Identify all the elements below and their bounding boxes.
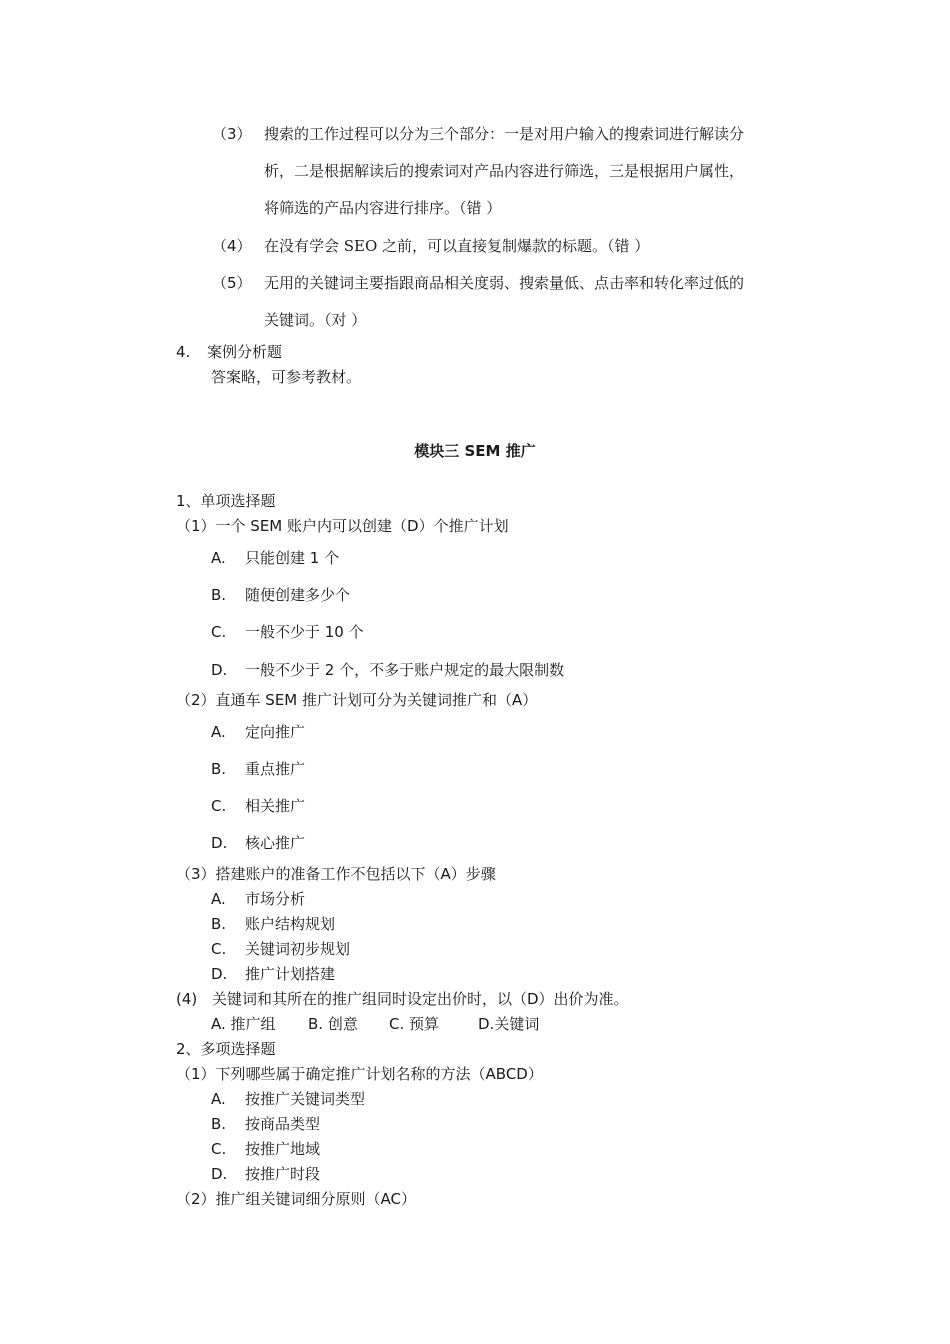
single-q1-option-letter: B. xyxy=(211,586,227,604)
single-q2-option-letter: A. xyxy=(211,723,226,741)
single-q1-option-text: 只能创建 1 个 xyxy=(245,549,340,567)
single-q4-number: (4) xyxy=(176,990,198,1008)
single-q3-option-text: 账户结构规划 xyxy=(245,915,336,933)
single-q3-option-text: 关键词初步规划 xyxy=(245,940,351,958)
single-q2-text: （2）直通车 SEM 推广计划可分为关键词推广和（A） xyxy=(176,691,538,709)
multi-q1-option-text: 按推广时段 xyxy=(245,1165,321,1183)
single-q1-option-text: 一般不少于 10 个 xyxy=(245,623,364,641)
multi-q1-option-text: 按商品类型 xyxy=(245,1115,321,1133)
single-q3-option-text: 市场分析 xyxy=(245,890,306,908)
multi-q1-option-letter: A. xyxy=(211,1090,226,1108)
judgement-q3-line1: 搜索的工作过程可以分为三个部分：一是对用户输入的搜索词进行解读分 xyxy=(264,125,745,143)
single-q2-option-text: 相关推广 xyxy=(245,797,306,815)
case-answer: 答案略，可参考教材。 xyxy=(211,368,362,386)
single-q3-option-text: 推广计划搭建 xyxy=(245,965,336,983)
single-q2-option-letter: C. xyxy=(211,797,227,815)
single-q1-option-text: 一般不少于 2 个，不多于账户规定的最大限制数 xyxy=(245,661,565,679)
multi-q2-text: （2）推广组关键词细分原则（AC） xyxy=(176,1190,417,1208)
judgement-q5-number: （5） xyxy=(212,274,252,292)
multi-q1-option-letter: D. xyxy=(211,1165,228,1183)
single-q1-option-letter: C. xyxy=(211,623,227,641)
multi-q1-text: （1）下列哪些属于确定推广计划名称的方法（ABCD） xyxy=(176,1065,543,1083)
single-q4-text: 关键词和其所在的推广组同时设定出价时，以（D）出价为准。 xyxy=(212,990,629,1008)
case-number: 4. xyxy=(176,343,191,361)
judgement-q4-number: （4） xyxy=(212,237,252,255)
multi-q1-option-letter: B. xyxy=(211,1115,227,1133)
multi-q1-option-text: 按推广关键词类型 xyxy=(245,1090,366,1108)
single-q4-option: C. 预算 xyxy=(389,1015,440,1033)
judgement-q3-line3: 将筛选的产品内容进行排序。（错 ） xyxy=(264,199,502,217)
single-q1-text: （1）一个 SEM 账户内可以创建（D）个推广计划 xyxy=(176,517,509,535)
multi-q1-option-letter: C. xyxy=(211,1140,227,1158)
single-q3-option-letter: A. xyxy=(211,890,226,908)
single-q3-option-letter: B. xyxy=(211,915,227,933)
single-q2-option-text: 定向推广 xyxy=(245,723,306,741)
single-q1-option-letter: D. xyxy=(211,661,228,679)
multi-q1-option-text: 按推广地域 xyxy=(245,1140,321,1158)
single-q4-option: D.关键词 xyxy=(478,1015,540,1033)
judgement-q4-line1: 在没有学会 SEO 之前，可以直接复制爆款的标题。（错 ） xyxy=(264,237,650,255)
single-q4-option: B. 创意 xyxy=(308,1015,358,1033)
single-q2-option-text: 核心推广 xyxy=(245,834,306,852)
single-q1-option-text: 随便创建多少个 xyxy=(245,586,351,604)
single-q3-option-letter: C. xyxy=(211,940,227,958)
case-heading: 案例分析题 xyxy=(207,343,283,361)
single-q4-option: A. 推广组 xyxy=(211,1015,276,1033)
single-q2-option-text: 重点推广 xyxy=(245,760,306,778)
judgement-q5-line1: 无用的关键词主要指跟商品相关度弱、搜索量低、点击率和转化率过低的 xyxy=(264,274,745,292)
module-title: 模块三 SEM 推广 xyxy=(414,442,536,460)
single-q3-option-letter: D. xyxy=(211,965,228,983)
single-q2-option-letter: D. xyxy=(211,834,228,852)
multi-choice-heading: 2、多项选择题 xyxy=(176,1040,276,1058)
judgement-q3-line2: 析，二是根据解读后的搜索词对产品内容进行筛选，三是根据用户属性， xyxy=(264,162,745,180)
judgement-q3-number: （3） xyxy=(212,125,252,143)
single-choice-heading: 1、单项选择题 xyxy=(176,492,276,510)
single-q3-text: （3）搭建账户的准备工作不包括以下（A）步骤 xyxy=(176,865,496,883)
judgement-q5-line2: 关键词。（对 ） xyxy=(264,311,367,329)
single-q1-option-letter: A. xyxy=(211,549,226,567)
single-q2-option-letter: B. xyxy=(211,760,227,778)
